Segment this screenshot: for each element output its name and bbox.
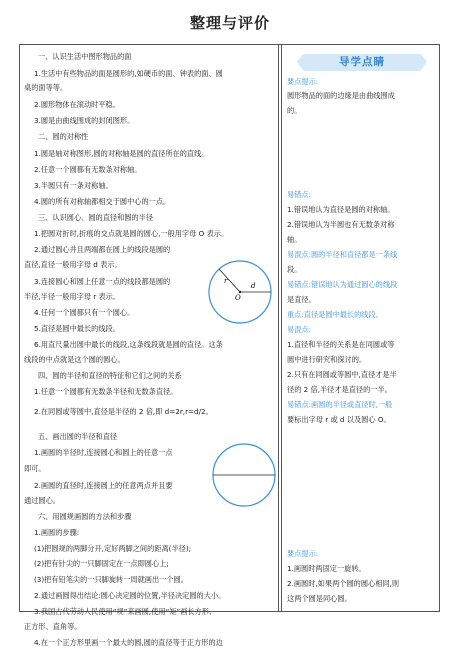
knowledge-line: 4.在一个正方形里画一个最大的圆,圆的直径等于正方形的边 — [34, 638, 223, 647]
knowledge-line: 3.圆是由曲线围成的封闭图形。 — [34, 116, 135, 125]
knowledge-line: 3.我国古代劳动人民使用“规”来画圆,使用“矩”画长方形、 — [34, 607, 217, 616]
knowledge-line: 三、认识圆心、圆的直径和圆的半径 — [38, 213, 154, 222]
knowledge-line: 即可。 — [24, 464, 46, 473]
guide-line: 是直径。 — [287, 295, 316, 304]
guide-hint-line: 要点提示: — [287, 77, 319, 86]
knowledge-line: (2)把有针尖的一只脚固定在一点即圆心上; — [34, 559, 169, 568]
guide-line: 1.错误地认为直径是圆的对称轴。 — [287, 205, 395, 214]
guide-line: 1.画圆时两固定一旋转。 — [287, 564, 366, 573]
guide-column — [285, 50, 437, 610]
guide-banner — [303, 54, 421, 71]
circle-figure-diameter — [211, 442, 277, 508]
knowledge-line: 半径,半径一般用字母 r 表示。 — [24, 292, 121, 301]
column-divider — [278, 44, 282, 612]
radius-line — [219, 269, 240, 292]
knowledge-column — [24, 50, 274, 647]
guide-hint-line: 易错点:错误地认为通过圆心的线段 — [287, 280, 398, 289]
knowledge-line: 六、用圆规画圆的方法和步骤 — [38, 512, 132, 521]
guide-line: 径的 2 倍,半径才是直径的一半。 — [287, 385, 392, 394]
knowledge-line: 2.圆形物体在滚动时平稳。 — [34, 100, 120, 109]
guide-line: 段。 — [287, 265, 302, 274]
label-o: O — [235, 294, 241, 302]
label-r: r — [224, 277, 228, 285]
knowledge-line: 4.任何一个圆都只有一个圆心。 — [34, 308, 135, 317]
guide-line: 这两个圆是同心圆。 — [287, 594, 352, 603]
knowledge-line: 2.通过圆心并且两端都在圆上的线段是圆的 — [34, 245, 171, 254]
guide-line: 圆形物品的面的边缘是由曲线围成 — [287, 91, 395, 100]
guide-line: 2.错误地认为半圆也有无数条对称 — [287, 220, 395, 229]
knowledge-line: 4.圆的所有对称轴都相交于圆中心的一点。 — [34, 197, 171, 206]
knowledge-line: 直径,直径一般用字母 d 表示。 — [24, 260, 122, 269]
guide-hint-line: 要点提示: — [287, 549, 319, 558]
knowledge-line: 3.连接圆心和圆上任意一点的线段都是圆的 — [34, 277, 171, 286]
guide-hint-line: 易错点:画圆的半径或直径时,一般 — [287, 400, 393, 409]
guide-hint-line: 易错点: — [287, 190, 311, 199]
knowledge-line: 1.生活中有些物品的面是圆形的,如硬币的面、钟表的面、圆 — [34, 69, 223, 78]
knowledge-line: 5.直径是圆中最长的线段。 — [34, 324, 120, 333]
guide-line: 圆中进行研究和探讨的。 — [287, 355, 367, 364]
knowledge-line: (1)把圆规的两脚分开,定好两脚之间的距离(半径); — [34, 544, 192, 553]
guide-hint-line: 重点:直径是圆中最长的线段。 — [287, 310, 383, 319]
knowledge-line: 通过圆心。 — [24, 496, 60, 505]
guide-banner-title: 导学点睛 — [339, 56, 385, 68]
page-title: 整理与评价 — [189, 14, 270, 32]
label-d: d — [251, 282, 256, 290]
knowledge-line: 2.通过画圆得出结论:圆心决定圆的位置,半径决定圆的大小。 — [34, 591, 226, 600]
guide-hint-line: 易混点: — [287, 325, 311, 334]
guide-line: 2.画圆时,如果两个圆的圆心相同,则 — [287, 579, 400, 588]
knowledge-line: 1.圆是轴对称图形,圆的对称轴是圆的直径所在的直线。 — [34, 149, 209, 158]
guide-line: 1.直径和半径的关系是在同圆或等 — [287, 340, 395, 349]
knowledge-line: 3.半圆只有一条对称轴。 — [34, 181, 113, 190]
knowledge-line: 2.在同圆或等圆中,直径是半径的 2 倍,即 d=2r,r=d/2。 — [34, 407, 213, 416]
knowledge-line: 1.把圆对折时,折痕的交点就是圆的圆心,一般用字母 O 表示。 — [34, 229, 229, 238]
knowledge-line: 二、圆的对称性 — [38, 132, 89, 141]
knowledge-line: 1.画圆的半径时,连接圆心和圆上的任意一点 — [34, 448, 173, 457]
knowledge-line: 四、圆的半径和直径的特征和它们之间的关系 — [38, 371, 182, 380]
center-point — [239, 291, 241, 293]
guide-line: 要标出字母 r 或 d 以及圆心 O。 — [287, 415, 391, 424]
knowledge-line: 2.任意一个圆都有无数条对称轴。 — [34, 165, 142, 174]
knowledge-line: 正方形、直角等。 — [24, 622, 82, 631]
guide-line: 的。 — [287, 106, 302, 115]
guide-hint-line: 易混点:圆的半径和直径都是一条线 — [287, 250, 398, 259]
knowledge-line: 桌的面等等。 — [24, 83, 68, 92]
knowledge-line: 线段的中点就是这个圆的圆心。 — [24, 355, 125, 364]
circle-figure-radius-diameter — [207, 259, 273, 325]
knowledge-line: 一、认识生活中图形物品的面 — [38, 52, 132, 61]
guide-line: 2.只有在同圆或等圆中,直径才是半 — [287, 370, 397, 379]
knowledge-line: 2.画圆的直径时,连接圆上的任意两点并且要 — [34, 481, 173, 490]
knowledge-line: 五、画出圆的半径和直径 — [38, 432, 118, 441]
knowledge-line: (3)把有铅笔尖的一只脚旋转一周就画出一个圆。 — [34, 575, 188, 584]
knowledge-line: 6.用直尺量出圆中最长的线段,这条线段就是圆的直径。这条 — [34, 340, 223, 349]
knowledge-line: 1.任意一个圆都有无数条半径和无数条直径。 — [34, 387, 178, 396]
knowledge-line: 1.画圆的步骤: — [34, 528, 80, 537]
guide-line: 轴。 — [287, 235, 302, 244]
